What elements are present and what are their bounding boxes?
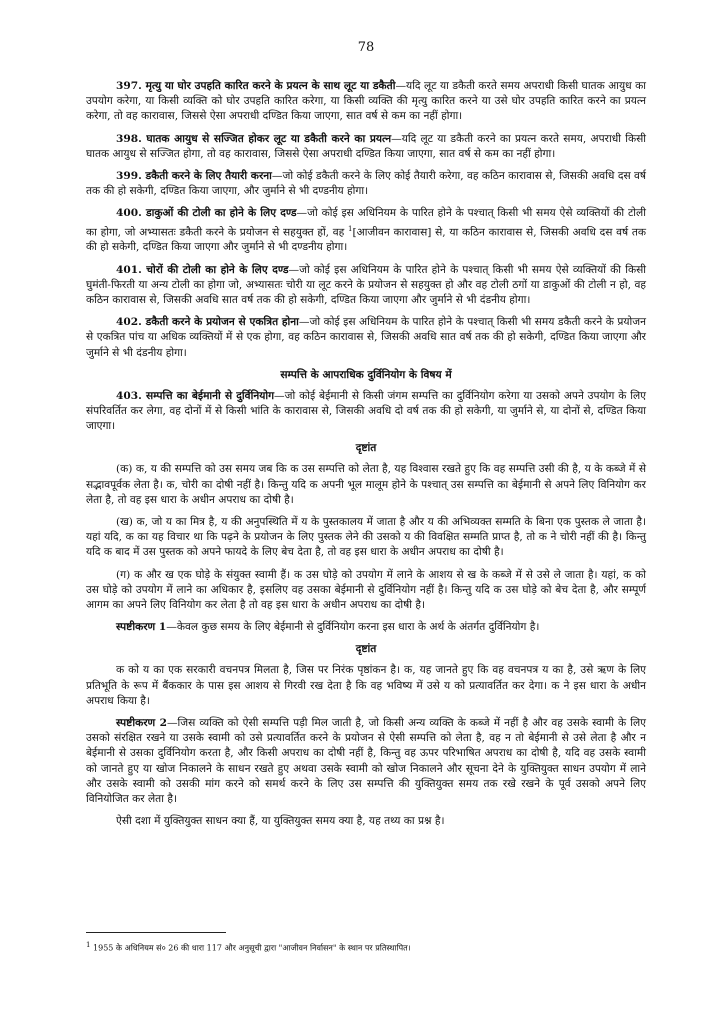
section-body: —जो कोई इस अधिनियम के पारित होने के पश्चात् किसी भी समय डकैती करने के प्रयोजन से एकत्रित पांच या अधिक व्यक्तियों में से एक होगा, वह कठिन कारावास से, जिसकी अवधि सात वर्ष तक की हो सकेगी, दण्डित किया जाएगा और जुर्माने से भी दंडनीय होगा। <box>86 316 646 359</box>
section-body: —यदि लूट या डकैती करने का प्रयत्न करते समय, अपराधी किसी घातक आयुध से सज्जित होगा, तो वह कारावास, जिससे ऐसा अपराधी दण्डित किया जाएगा, सात वर्ष से कम का नहीं होगा। <box>86 132 646 160</box>
section-403 <box>86 389 646 435</box>
section-body: —जो कोई इस अधिनियम के पारित होने के पश्चात् किसी भी समय ऐसे व्यक्तियों की टोली का होगा, जो अभ्यासतः डकैती करने के प्रयोजन से सहयुक्त हों, वह <box>86 207 646 239</box>
footnote-reference[interactable]: 1 <box>348 224 353 233</box>
illustration-b: (ख) क, जो य का मित्र है, य की अनुपस्थिति में य के पुस्तकालय में जाता है और य की अभिव्यक्त सम्मति के बिना एक पुस्तक ले जाता है। यहां यदि, क का यह विचार था कि पढ़ने के प्रयोजन के लिए पुस्तक लेने की उसको य की विवक्षित सम्मति प्राप्त है, तो क ने चोरी नहीं की है। किन्तु यदि क बाद में उस पुस्तक को अपने फायदे के लिए बेच देता है, तो वह इस धारा के अधीन अपराध का दोषी है। <box>86 516 646 559</box>
footnote <box>86 940 646 954</box>
section-title: 403. सम्पत्ति का बेईमानी से दुर्विनियोग <box>116 389 275 402</box>
explanation-title: स्पष्टीकरण 1 <box>116 621 167 634</box>
section-398 <box>86 132 646 162</box>
footnote-divider <box>86 932 226 933</box>
section-body: —जो कोई इस अधिनियम के पारित होने के पश्चात् किसी भी समय ऐसे व्यक्तियों की किसी घुमंती-फिरती या अन्य टोली का होगा जो, अभ्यासतः चोरी या लूट करने के प्रयोजन से सहयुक्त हो और वह टोली ठगों या डाकुओं की टोली न हो, वह कठिन कारावास से, जिसकी अवधि सात वर्ष तक की हो सकेगी, दण्डित किया जाएगा और जुर्माने से भी दंडनीय होगा। <box>86 263 646 306</box>
section-402 <box>86 315 646 361</box>
illustration-2: क को य का एक सरकारी वचनपत्र मिलता है, जिस पर निरंक पृष्ठांकन है। क, यह जानते हुए कि वह वचनपत्र य का है, उसे ऋण के लिए प्रतिभूति के रूप में बैंककार के पास इस आशय से गिरवी रख देता है कि वह भविष्य में उसे य को प्रत्यावर्तित कर देगा। क ने इस धारा के अधीन अपराध किया है। <box>86 664 647 707</box>
illustration-c: (ग) क और ख एक घोड़े के संयुक्त स्वामी हैं। क उस घोड़े को उपयोग में लाने के आशय से ख के कब्जे में से उसे ले जाता है। यहां, क को उस घोड़े को उपयोग में लाने का अधिकार है, इसलिए वह उसका बेईमानी से दुर्विनियोग नहीं है। किन्तु यदि क उस घोड़े को बेच देता है, और सम्पूर्ण आगम का अपने लिए विनियोग कर लेता है तो वह इस धारा के अधीन अपराध का दोषी है। <box>86 568 646 612</box>
explanation-title: स्पष्टीकरण 2 <box>116 717 167 730</box>
illustrations-heading: दृष्टांत <box>355 442 377 455</box>
section-397 <box>86 79 646 125</box>
illustration-heading-2: दृष्टांत <box>355 643 377 656</box>
section-title: 400. डाकुओं की टोली का होने के लिए दण्ड <box>116 207 297 220</box>
footnote-text: 1955 के अधिनियम सं० 26 की धारा 117 और अनुसूची द्वारा "आजीवन निर्वासन" के स्थान पर प्रतिस्थापित। <box>93 943 411 953</box>
explanation-2 <box>86 716 646 807</box>
explanation-body: —जिस व्यक्ति को ऐसी सम्पत्ति पड़ी मिल जाती है, जो किसी अन्य व्यक्ति के कब्जे में नहीं है और वह उसके स्वामी के लिए उसको संरक्षित रखने या उसके स्वामी को उसे प्रत्यावर्तित करने के प्रयोजन से ऐसी सम्पत्ति को लेता है, वह न तो बेईमानी से उसे लेता है और न बेईमानी से उसका दुर्विनियोग करता है, और किसी अपराध का दोषी नहीं है, किन्तु वह ऊपर परिभाषित अपराध का दोषी है, यदि वह उसके स्वामी को जानते हुए या खोज निकालने के साधन रखते हुए अथवा उसके स्वामी को खोज निकालने और सूचना देने के युक्तियुक्त साधन उपयोग में लाने और उसके स्वामी को उसकी मांग करने को समर्थ करने के लिए उस सम्पत्ति की युक्तियुक्त समय तक रखे रखने के पूर्व उसको अपने लिए विनियोजित कर लेता है। <box>86 717 646 806</box>
footnote-mark: 1 <box>86 941 91 949</box>
section-body: —जो कोई बेईमानी से किसी जंगम सम्पत्ति का दुर्विनियोग करेगा या उसको अपने उपयोग के लिए संपरिवर्तित कर लेगा, वह दोनों में से किसी भांति के कारावास से, जिसकी अवधि दो वर्ष तक की हो सकेगी, या जुर्माने से, या दोनों से, दण्डित किया जाएगा। <box>86 389 646 433</box>
explanation-1 <box>86 620 646 635</box>
page-number: 78 <box>357 40 375 55</box>
illustration-a: (क) क, य की सम्पत्ति को उस समय जब कि क उस सम्पत्ति को लेता है, यह विश्वास रखते हुए कि वह सम्पत्ति उसी की है, य के कब्जे में से सद्भावपूर्वक लेता है। क, चोरी का दोषी नहीं है। किन्तु यदि क अपनी भूल मालूम होने के पश्चात् उस सम्पत्ति का बेईमानी से अपने लिए विनियोग कर लेता है, तो वह इस धारा के अधीन अपराध का दोषी है। <box>86 463 646 506</box>
section-title: 401. चोरों की टोली का होने के लिए दण्ड <box>116 263 289 276</box>
section-title: 398. घातक आयुध से सज्जित होकर लूट या डकैती करने का प्रयत्न <box>116 132 392 145</box>
chapter-heading: सम्पत्ति के आपराधिक दुर्विनियोग के विषय में <box>280 368 452 381</box>
section-title: 397. मृत्यु या घोर उपहति कारित करने के प्रयत्न के साथ लूट या डकैती <box>116 80 396 92</box>
section-body: —यदि लूट या डकैती करते समय अपराधी किसी घातक आयुध का उपयोग करेगा, या किसी व्यक्ति को घोर उपहति कारित करेगा, या किसी व्यक्ति की मृत्यु कारित करने या उसे घोर उपहति कारित करने का प्रयत्न करेगा, तो वह कारावास, जिससे ऐसा अपराधी दण्डित किया जाएगा, सात वर्ष से कम का नहीं होगा। <box>86 80 647 123</box>
section-399 <box>86 169 646 199</box>
section-title: 402. डकैती करने के प्रयोजन से एकत्रित होना <box>116 316 299 329</box>
document-page <box>86 40 646 836</box>
section-body: [आजीवन कारावास] से, या कठिन कारावास से, जिसकी अवधि दस वर्ष तक की हो सकेगी, दण्डित किया जाएगा और जुर्माने से भी दण्डनीय होगा। <box>86 226 646 254</box>
closing-paragraph: ऐसी दशा में युक्तियुक्त साधन क्या हैं, या युक्तियुक्त समय क्या है, यह तथ्य का प्रश्न है। <box>116 815 445 828</box>
section-body: —जो कोई डकैती करने के लिए कोई तैयारी करेगा, वह कठिन कारावास से, जिसकी अवधि दस वर्ष तक की हो सकेगी, दण्डित किया जाएगा, और जुर्माने से भी दण्डनीय होगा। <box>86 170 646 198</box>
explanation-body: —केवल कुछ समय के लिए बेईमानी से दुर्विनियोग करना इस धारा के अर्थ के अंतर्गत दुर्विनियोग है। <box>166 621 540 634</box>
section-title: 399. डकैती करने के लिए तैयारी करना <box>116 170 272 183</box>
section-400 <box>86 206 646 255</box>
section-401 <box>86 263 646 309</box>
